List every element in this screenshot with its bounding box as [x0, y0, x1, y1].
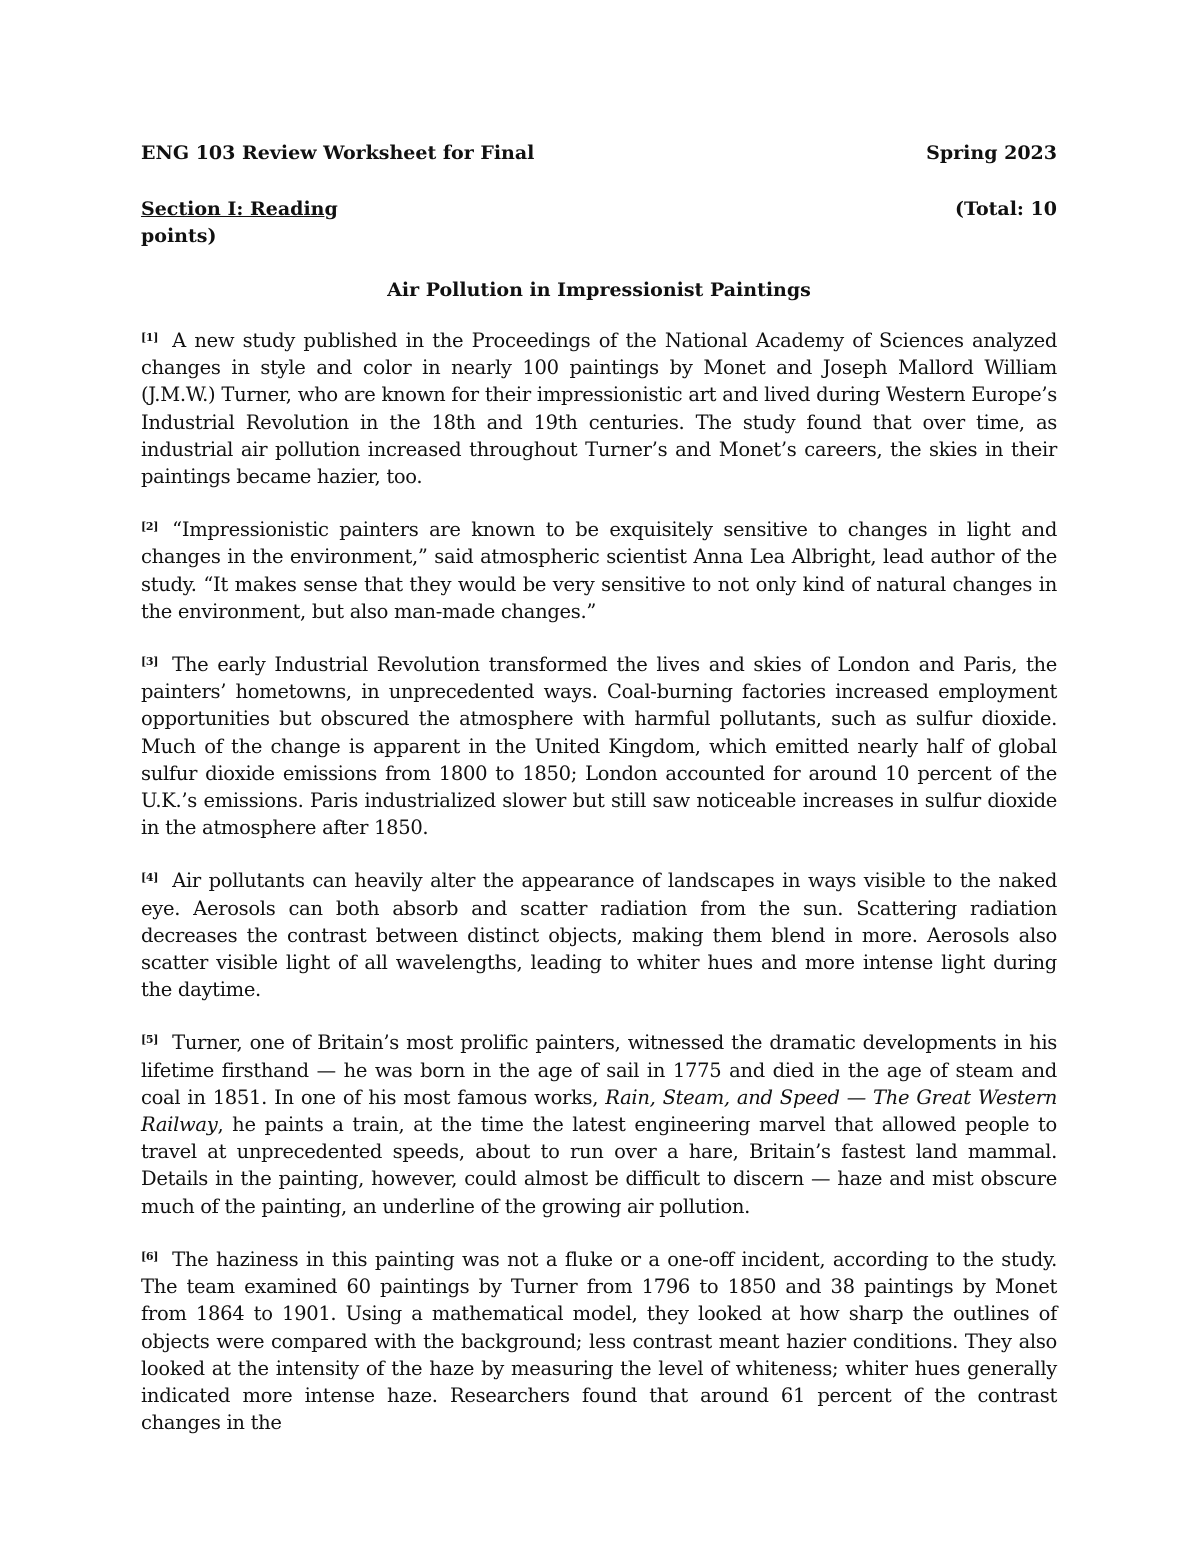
paragraph-4 [141, 867, 1057, 1003]
paragraph-text: The haziness in this painting was not a fluke or a one-off incident, according to the study. The team examined 60 paintings by Turner from 1796 to 1850 and 38 paintings by Monet from 1864 to 1901. Using a mathematical model, they looked at how sharp the outlines of objects were compared with the background; less contrast meant hazier conditions. They also looked at the intensity of the haze by measuring the level of whiteness; whiter hues generally indicated more intense haze. Researchers found that around 61 percent of the contrast changes in the [141, 1247, 1057, 1435]
paragraph-text: A new study published in the Proceedings of the National Academy of Sciences analyzed changes in style and color in nearly 100 paintings by Monet and Joseph Mallord William (J.M.W.) Turner, who are known for their impressionistic art and lived during Western Europe’s Industrial Revolution in the 18th and 19th centuries. The study found that over time, as industrial air pollution increased throughout Turner’s and Monet’s careers, the skies in their paintings became hazier, too. [141, 329, 1057, 489]
worksheet-header [141, 140, 1057, 166]
worksheet-page [141, 140, 1057, 1456]
paragraph-number: [2] [141, 520, 159, 534]
section-total: (Total: 10 [955, 198, 1057, 220]
paragraph-number: [5] [141, 1033, 159, 1047]
section-heading [141, 196, 1057, 250]
term-label: Spring 2023 [926, 142, 1057, 164]
paragraph-text: Air pollutants can heavily alter the appearance of landscapes in ways visible to the naked eye. Aerosols can both absorb and scatter radiation from the sun. Scattering radiation decreases the contrast between distinct objects, making them blend in more. Aerosols also scatter visible light of all wavelengths, leading to whiter hues and more intense light during the daytime. [141, 869, 1057, 1002]
paragraph-text-start: Turner, one of Britain’s most prolific painters, witnessed the dramatic developments in his lifetime firsthand — he was born in the age of sail in 1775 and died in the age of steam and coal in 1851. In one of his most famous works, [141, 1031, 1057, 1109]
section-title: Section I: Reading [141, 198, 338, 220]
course-title: ENG 103 Review Worksheet for Final [141, 142, 535, 164]
paragraph-text: “Impressionistic painters are known to be exquisitely sensitive to changes in light and changes in the environment,” said atmospheric scientist Anna Lea Albright, lead author of the study. “It makes sense that they would be very sensitive to not only kind of natural changes in the environment, but also man-made changes.” [141, 518, 1057, 623]
paragraph-1 [141, 327, 1057, 490]
paragraph-number: [6] [141, 1249, 159, 1263]
paragraph-3 [141, 651, 1057, 841]
painting-title: Rain, Steam, and Speed — The Great Western Railway [141, 1085, 1057, 1137]
paragraph-2 [141, 516, 1057, 625]
paragraph-number: [4] [141, 871, 159, 885]
paragraph-text-end: , he paints a train, at the time the latest engineering marvel that allowed people to travel at unprecedented speeds, about to run over a hare, Britain’s fastest land mammal. Details in the painting, however, could almost be difficult to discern — haze and mist obscure much of the painting, an underline of the growing air pollution. [141, 1113, 1057, 1218]
paragraph-number: [3] [141, 655, 159, 669]
paragraph-text: The early Industrial Revolution transformed the lives and skies of London and Paris, the painters’ hometowns, in unprecedented ways. Coal-burning factories increased employment opportunities but obscured the atmosphere with harmful pollutants, such as sulfur dioxide. Much of the change is apparent in the United Kingdom, which emitted nearly half of global sulfur dioxide emissions from 1800 to 1850; London accounted for around 10 percent of the U.K.’s emissions. Paris industrialized slower but still saw noticeable increases in sulfur dioxide in the atmosphere after 1850. [141, 653, 1057, 840]
paragraph-number: [1] [141, 331, 159, 344]
section-total-continued: points) [141, 225, 217, 247]
paragraph-6 [141, 1246, 1057, 1436]
article-title: Air Pollution in Impressionist Paintings [387, 279, 811, 301]
paragraph-5 [141, 1029, 1057, 1219]
